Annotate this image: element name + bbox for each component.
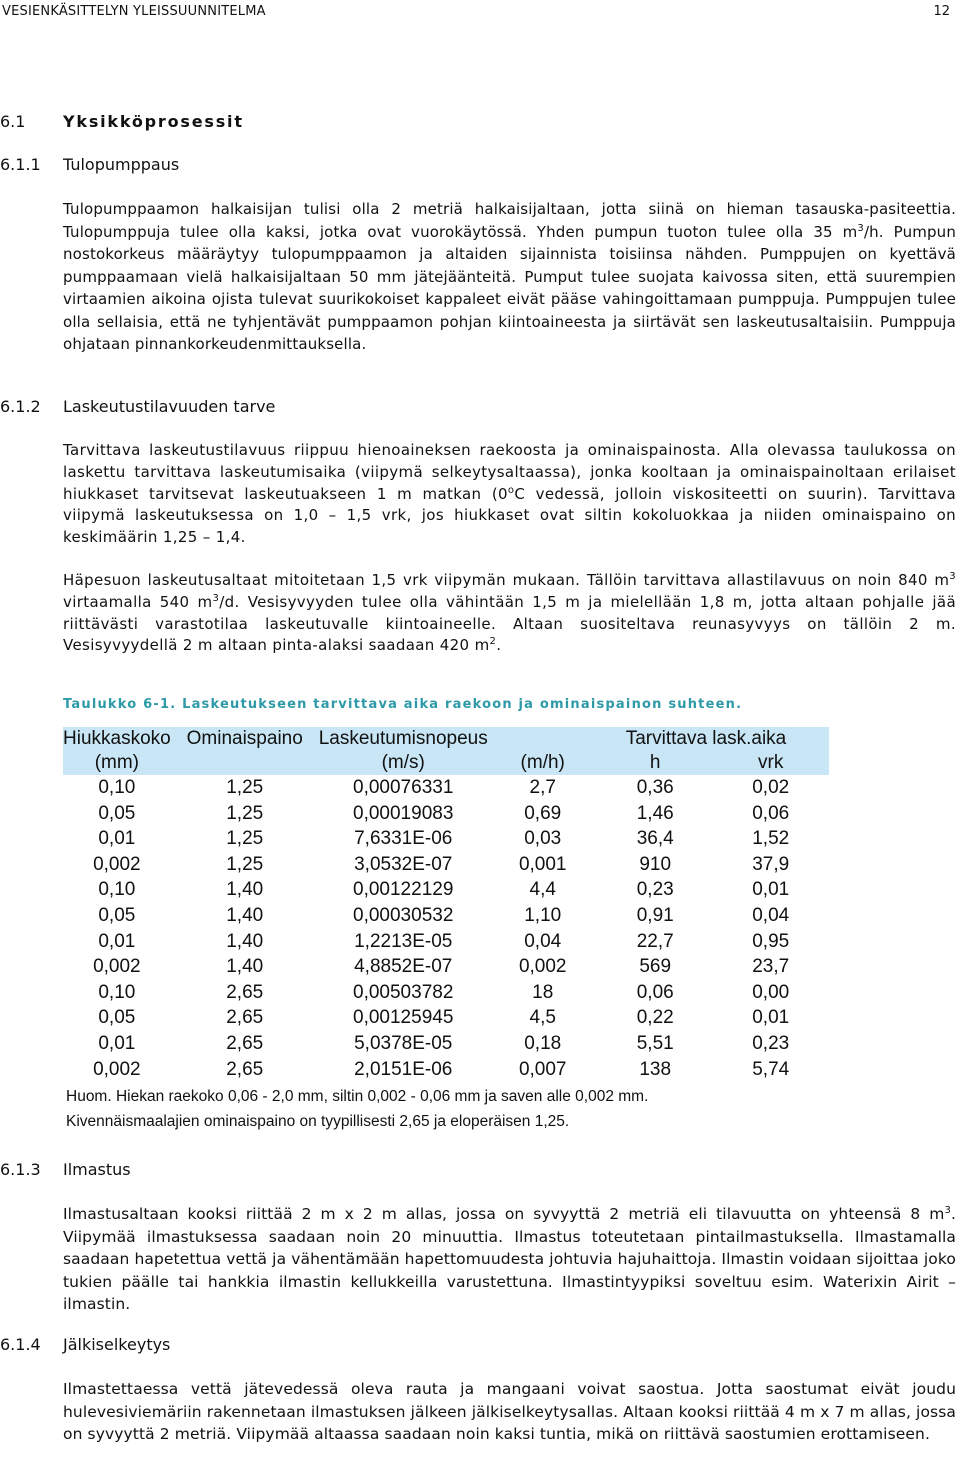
section-heading-6-1 bbox=[0, 112, 244, 131]
paragraph-laskeutus-2 bbox=[63, 570, 956, 657]
section-heading-6-1-4 bbox=[0, 1335, 170, 1354]
table-row bbox=[63, 1057, 829, 1083]
table-cell: 4,8852E-07 bbox=[354, 956, 453, 978]
header-cell: Laskeutumisnopeus bbox=[318, 728, 488, 749]
header-cell: (m/h) bbox=[488, 751, 598, 775]
table-cell: 0,23 bbox=[636, 879, 674, 901]
paragraph-laskeutus-1 bbox=[63, 440, 956, 549]
header-cell: (mm) bbox=[63, 751, 171, 775]
table-cell: 1,25 bbox=[226, 777, 264, 798]
table-cell: 0,01 bbox=[752, 879, 790, 901]
table-cell: 2,65 bbox=[226, 981, 264, 1003]
table-cell: 1,52 bbox=[752, 828, 790, 850]
table-cell: 1,40 bbox=[226, 879, 264, 901]
table-cell: 1,40 bbox=[226, 904, 264, 926]
header-cell: Hiukkaskoko bbox=[63, 728, 171, 749]
table-cell: 0,01 bbox=[752, 1007, 790, 1029]
table-cell: 18 bbox=[532, 981, 554, 1003]
section-number: 6.1.3 bbox=[0, 1160, 41, 1179]
section-heading-6-1-3 bbox=[0, 1160, 131, 1179]
table-cell: 0,01 bbox=[98, 1032, 136, 1054]
settling-time-table bbox=[63, 727, 829, 1082]
table-cell: 910 bbox=[639, 853, 672, 875]
table-cell: 2,65 bbox=[226, 1058, 264, 1080]
table-cell: 5,51 bbox=[636, 1032, 674, 1054]
text-run: Ilmastusaltaan kooksi riittää 2 m x 2 m allas, jossa on syvyyttä 2 metriä eli tilavuutta on yhteensä 8 m bbox=[63, 1205, 945, 1223]
table-cell: 1,10 bbox=[524, 904, 562, 926]
table-cell: 0,23 bbox=[752, 1032, 790, 1054]
table-cell: 138 bbox=[639, 1058, 672, 1080]
table-row bbox=[63, 954, 829, 980]
table-cell: 0,002 bbox=[518, 956, 567, 978]
section-title: Ilmastus bbox=[63, 1160, 131, 1179]
table-cell: 0,91 bbox=[636, 904, 674, 926]
text-run: C vedessä, jolloin viskositeetti on suurin). Tarvittava viipymä laskeutuksessa on 1,0 – 1,5 vrk, jos hiukkaset ovat siltin kokoluokkaa ja niiden ominaispaino on keskimäärin 1,25 – 1,4. bbox=[63, 484, 956, 547]
table-cell: 3,0532E-07 bbox=[354, 853, 453, 875]
text-run: /d. Vesisyvyyden tulee olla vähintään 1,5 m ja mielellään 1,8 m, jotta altaan pohjalle jää riittävästi varastotilaa laskeutuvalle kiintoaineelle. Altaan suositeltava reunasyvyys on tällöin 2 m. Vesisyvyydellä 2 m altaan pinta-alaksi saadaan 420 m bbox=[63, 592, 956, 655]
table-row bbox=[63, 826, 829, 852]
table-cell: 5,74 bbox=[752, 1058, 790, 1080]
table-cell: 1,40 bbox=[226, 930, 264, 952]
table-row bbox=[63, 877, 829, 903]
table-row bbox=[63, 903, 829, 929]
page-header bbox=[0, 2, 960, 22]
table-cell: 1,25 bbox=[226, 828, 264, 850]
table-cell: 0,01 bbox=[98, 828, 136, 850]
table-cell: 1,25 bbox=[226, 853, 264, 875]
section-title: Yksikköprosessit bbox=[63, 112, 244, 131]
table-note-2: Kivennäismaalajien ominaispaino on tyypillisesti 2,65 ja eloperäisen 1,25. bbox=[66, 1113, 570, 1130]
table-cell: 0,002 bbox=[93, 956, 141, 978]
table-cell: 0,00019083 bbox=[353, 802, 454, 824]
table-cell: 0,00503782 bbox=[353, 981, 454, 1003]
table-cell: 0,10 bbox=[98, 777, 136, 798]
text-run: virtaamalla 540 m bbox=[63, 592, 213, 611]
section-title: Laskeutustilavuuden tarve bbox=[63, 397, 276, 416]
section-number: 6.1.2 bbox=[0, 397, 41, 416]
text-run: . bbox=[496, 636, 502, 655]
superscript: 3 bbox=[857, 222, 864, 234]
table-cell: 2,65 bbox=[226, 1032, 264, 1054]
table-cell: 1,25 bbox=[226, 802, 264, 824]
table-row bbox=[63, 1005, 829, 1031]
table-cell: 36,4 bbox=[636, 828, 674, 850]
table-cell: 0,95 bbox=[752, 930, 790, 952]
table-cell: 0,00 bbox=[752, 981, 790, 1003]
superscript: 3 bbox=[212, 592, 220, 604]
header-cell bbox=[488, 727, 598, 751]
header-cell: h bbox=[598, 751, 713, 775]
table-cell: 0,007 bbox=[518, 1058, 567, 1080]
table-caption: Taulukko 6-1. Laskeutukseen tarvittava aika raekoon ja ominaispainon suhteen. bbox=[63, 697, 743, 712]
table-cell: 0,00125945 bbox=[353, 1007, 454, 1029]
table-cell: 0,22 bbox=[636, 1007, 674, 1029]
table-cell: 0,00030532 bbox=[353, 904, 454, 926]
table-row bbox=[63, 801, 829, 827]
table-cell: 2,0151E-06 bbox=[354, 1058, 453, 1080]
table-cell: 2,65 bbox=[226, 1007, 264, 1029]
table-cell: 0,04 bbox=[752, 904, 790, 926]
table-cell: 0,06 bbox=[636, 981, 674, 1003]
text-run: Häpesuon laskeutusaltaat mitoitetaan 1,5 vrk viipymän mukaan. Tällöin tarvittava allastilavuus on noin 840 m bbox=[63, 571, 950, 589]
table-cell: 5,0378E-05 bbox=[354, 1032, 453, 1054]
superscript: 3 bbox=[949, 571, 956, 582]
table-cell: 0,00076331 bbox=[353, 777, 454, 798]
table-row bbox=[63, 1031, 829, 1057]
table-note-1: Huom. Hiekan raekoko 0,06 - 2,0 mm, siltin 0,002 - 0,06 mm ja saven alle 0,002 mm. bbox=[66, 1088, 649, 1105]
section-heading-6-1-1 bbox=[0, 155, 179, 174]
table-cell: 0,01 bbox=[98, 930, 136, 952]
text-run: . Viipymää ilmastuksessa saadaan noin 20 minuuttia. Ilmastus toteutetaan pintailmastuksella. Ilmastamalla saadaan hapetettua vettä ja vähentämään hapettomuudesta johtuvia hajuhaittoja. Ilmastin voidaan sijoittaa joko tukien päälle tai hankkia ilmastin kellukkeilla varustettuna. Ilmastintyypiksi soveltuu esim. Waterixin Airit –ilmastin. bbox=[63, 1205, 956, 1313]
header-cell: (m/s) bbox=[319, 751, 488, 775]
table-cell: 23,7 bbox=[752, 956, 790, 978]
table-cell: 0,04 bbox=[524, 930, 562, 952]
table-cell: 0,05 bbox=[98, 1007, 136, 1029]
superscript: 3 bbox=[944, 1204, 951, 1216]
table-cell: 0,10 bbox=[98, 879, 136, 901]
document-title: VESIENKÄSITTELYN YLEISSUUNNITELMA bbox=[2, 4, 266, 19]
header-cell: Tarvittava lask.aika bbox=[598, 727, 829, 751]
table-cell: 1,46 bbox=[636, 802, 674, 824]
table-cell: 1,40 bbox=[226, 956, 264, 978]
header-cell bbox=[171, 751, 319, 775]
section-number: 6.1 bbox=[0, 112, 26, 131]
section-heading-6-1-2 bbox=[0, 397, 275, 416]
table-row bbox=[63, 980, 829, 1006]
table-cell: 0,001 bbox=[518, 853, 567, 875]
header-cell: vrk bbox=[713, 751, 829, 775]
table-header-row bbox=[63, 751, 829, 775]
table-cell: 2,7 bbox=[529, 777, 556, 798]
section-title: Jälkiselkeytys bbox=[63, 1335, 171, 1354]
table-cell: 1,2213E-05 bbox=[354, 930, 453, 952]
table-cell: 0,05 bbox=[98, 802, 136, 824]
table-cell: 0,69 bbox=[524, 802, 562, 824]
table-cell: 0,002 bbox=[93, 853, 141, 875]
table-row bbox=[63, 852, 829, 878]
table-cell: 0,06 bbox=[752, 802, 790, 824]
section-number: 6.1.4 bbox=[0, 1335, 41, 1354]
text-run: Tulopumppaamon halkaisijan tulisi olla 2 metriä halkaisijaltaan, jotta siinä on hieman tasauska-pasiteettia. Tulopumppuja tulee olla kaksi, jotka ovat vuorokäytössä. Yhden pumpun tuoton tulee olla 35 m bbox=[63, 200, 956, 241]
section-title: Tulopumppaus bbox=[63, 155, 180, 174]
page-number: 12 bbox=[933, 4, 950, 19]
table-cell: 4,4 bbox=[529, 879, 556, 901]
table-row bbox=[63, 775, 829, 801]
header-cell: Ominaispaino bbox=[171, 727, 319, 751]
superscript: o bbox=[507, 484, 515, 496]
table-header-row bbox=[63, 727, 829, 751]
table-cell: 37,9 bbox=[752, 853, 790, 875]
text-run: Tarvittava laskeutustilavuus riippuu hienoaineksen raekoosta ja ominaispainosta. Alla olevassa taulukossa on laskettu tarvittava laskeutumisaika (viipymä selkeytysaltaassa), jonka kooltaan ja ominaispainoltaan erilaiset hiukkaset tarvitsevat laskeutuakseen 1 m matkan (0 bbox=[63, 441, 956, 503]
table-cell: 7,6331E-06 bbox=[354, 828, 453, 850]
table-cell: 0,00122129 bbox=[353, 879, 454, 901]
table-cell: 0,02 bbox=[752, 777, 790, 798]
text-run: /h. Pumpun nostokorkeus määräytyy tulopumppaamon ja altaiden sijainnista toisiinsa nähden. Pumppujen on kyettävä pumppaamaan vielä halkaisijaltaan 50 mm jätejäänteitä. Pumput tulee suojata kaivossa siten, että suurempien virtaamien aikoina ojista tulevat suurikokoiset kappaleet eivät pääse vahingoittamaan pumppuja. Pumppujen tulee olla sellaisia, että ne tyhjentävät pumppaamon pohjan kiintoaineesta ja siirtävät sen laskeutusaltaisiin. Pumppuja ohjataan pinnankorkeudenmittauksella. bbox=[63, 222, 956, 353]
table-cell: 22,7 bbox=[636, 930, 674, 952]
table-cell: 4,5 bbox=[529, 1007, 556, 1029]
table-cell: 0,05 bbox=[98, 904, 136, 926]
table-cell: 0,10 bbox=[98, 981, 136, 1003]
section-number: 6.1.1 bbox=[0, 155, 41, 174]
table-cell: 569 bbox=[639, 956, 672, 978]
paragraph-jalkiselkeytys: Ilmastettaessa vettä jätevedessä oleva rauta ja mangaani voivat saostua. Jotta saostumat eivät joudu hulevesiviemäriin rakennetaan ilmastuksen jälkeen jälkiselkeytysallas. Altaan kooksi riittää 4 m x 7 m allas, jossa on syvyyttä 2 metriä. Viipymää altaassa saadaan noin kaksi tuntia, mikä on riittävä saostumien erottamiseen. bbox=[63, 1380, 956, 1443]
superscript: 2 bbox=[489, 636, 497, 648]
table-cell: 0,002 bbox=[93, 1058, 141, 1080]
table-row bbox=[63, 929, 829, 955]
table-cell: 0,03 bbox=[524, 828, 562, 850]
table-cell: 0,18 bbox=[524, 1032, 562, 1054]
table-cell: 0,36 bbox=[636, 777, 674, 798]
paragraph-ilmastus bbox=[63, 1203, 956, 1316]
paragraph-tulopumppaus bbox=[63, 198, 956, 356]
